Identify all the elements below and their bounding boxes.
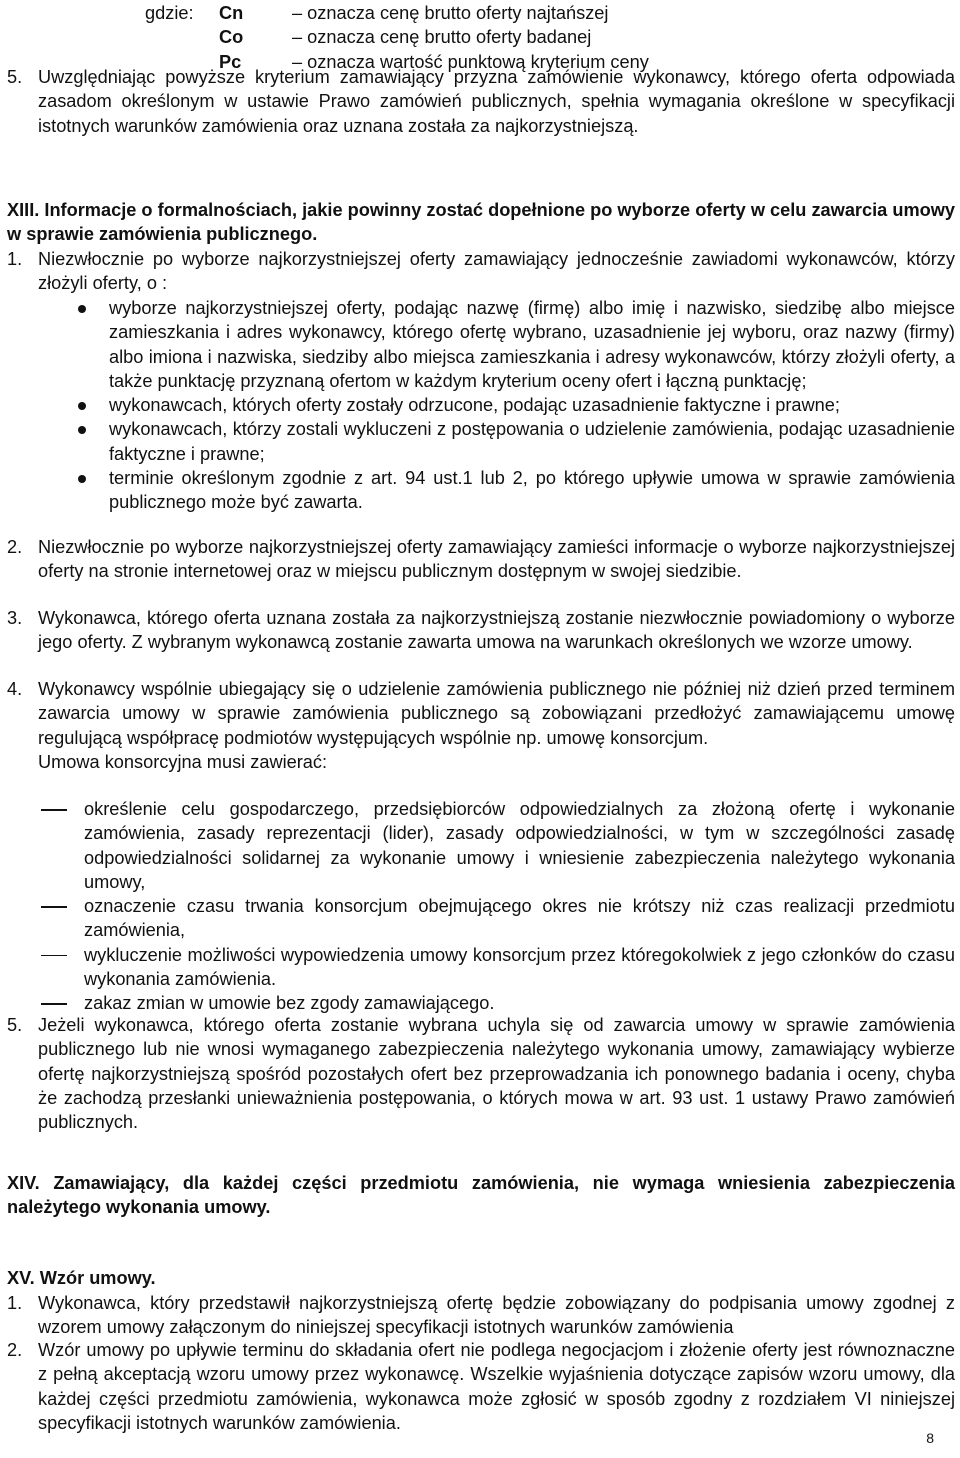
dash-icon — [41, 809, 67, 811]
paragraph-number: 5. — [7, 1015, 23, 1035]
consortium-dash-list — [7, 797, 955, 1016]
dash-icon — [41, 1003, 67, 1005]
formula-definitions — [7, 1, 955, 74]
bullet-icon — [78, 475, 86, 483]
definition-row — [219, 1, 649, 25]
list-item-text: określenie celu gospodarczego, przedsiębiorców odpowiedzialnych za złożoną ofertę i wykonanie zamówienia, zasady reprezentacji (lider), zasady odpowiedzialności, w tym w szczególności zasadę odpowiedzialności solidarnej za wykonanie umowy i wniesienie zabezpieczenia należytego wykonania umowy, — [84, 799, 955, 892]
section-xv-paragraph-1 — [7, 1291, 955, 1340]
list-item — [7, 797, 955, 894]
paragraph-number: 4. — [7, 679, 23, 699]
bullet-icon — [78, 426, 86, 434]
paragraph-number: 2. — [7, 537, 23, 557]
paragraph-text: Jeżeli wykonawca, którego oferta zostanie wybrana uchyla się od zawarcia umowy w sprawie zamówienia publicznego lub nie wnosi wymaganego zabezpieczenia należytego wykonania umowy, zamawiający wybierze ofertę najkorzystniejszą spośród pozostałych ofert bez przeprowadzania ich ponownego badania i oceny, chyba że zachodzą przesłanki unieważnienia postępowania, o których mowa w art. 93 ust. 1 ustawy Prawo zamówień publicznych. — [38, 1015, 955, 1133]
definitions-intro: gdzie: — [145, 3, 194, 23]
list-item — [7, 393, 955, 417]
paragraph-text: Niezwłocznie po wyborze najkorzystniejszej oferty zamawiający jednocześnie zawiadomi wykonawców, którzy złożyli oferty, o : — [38, 249, 955, 294]
dash-icon — [41, 906, 67, 908]
section-xiii-paragraph-5 — [7, 1013, 955, 1134]
section-xiii-paragraph-4 — [7, 677, 955, 774]
list-item-text: oznaczenie czasu trwania konsorcjum obejmującego okres nie krótszy niż czas realizacji przedmiotu zamówienia, — [84, 896, 955, 941]
notification-bullet-list — [7, 296, 955, 515]
paragraph-number: 5. — [7, 67, 23, 87]
paragraph-number: 2. — [7, 1340, 23, 1360]
dash-icon — [41, 955, 67, 957]
paragraph-number: 1. — [7, 1293, 23, 1313]
paragraph-5-evaluation — [7, 65, 955, 138]
paragraph-number: 3. — [7, 608, 23, 628]
paragraph-text: Wzór umowy po upływie terminu do składania ofert nie podlega negocjacjom i złożenie oferty jest równoznaczne z pełną akceptacją wzoru umowy przez wykonawcę. Wszelkie wyjaśnienia dotyczące zapisów wzoru umowy, dla każdej części przedmiotu zamówienia, wykonawca może zgłosić w sposób zgodny z rozdziałem VI niniejszej specyfikacji istotnych warunków zamówienia. — [38, 1340, 955, 1433]
list-item — [7, 296, 955, 393]
paragraph-text: Uwzględniając powyższe kryterium zamawiający przyzna zamówienie wykonawcy, którego oferta odpowiada zasadom określonym w ustawie Prawo zamówień publicznych, spełnia wymagania określone w specyfikacji istotnych warunków zamówienia oraz uznana została za najkorzystniejszą. — [38, 67, 955, 136]
section-xiii-paragraph-3 — [7, 606, 955, 655]
section-xiii-paragraph-2 — [7, 535, 955, 584]
paragraph-text: Niezwłocznie po wyborze najkorzystniejszej oferty zamawiający zamieści informacje o wyborze najkorzystniejszej oferty na stronie internetowej oraz w miejscu publicznym dostępnym w swojej siedzibie. — [38, 537, 955, 582]
list-item — [7, 417, 955, 466]
section-xiii-paragraph-1 — [7, 247, 955, 296]
list-item — [7, 943, 955, 992]
list-item — [7, 894, 955, 943]
section-xv-paragraph-2 — [7, 1338, 955, 1435]
section-xv-heading: XV. Wzór umowy. — [7, 1268, 156, 1288]
list-item-text: zakaz zmian w umowie bez zgody zamawiającego. — [84, 993, 495, 1014]
consortium-intro: Umowa konsorcyjna musi zawierać: — [38, 751, 328, 772]
list-item-text: wyborze najkorzystniejszej oferty, podając nazwę (firmę) albo imię i nazwisko, siedzibę albo miejsce zamieszkania i adres wykonawcy, którego ofertę wybrano, uzasadnienie jej wyboru, oraz nazwy (firmy) albo imiona i nazwiska, siedziby albo miejsca zamieszkania i adresy wykonawców, którzy złożyli oferty, a także punktację przyznaną ofertom w każdym kryterium oceny ofert i łączną punktację; — [109, 298, 955, 391]
paragraph-text: Wykonawca, który przedstawił najkorzystniejszą ofertę będzie zobowiązany do podpisania umowy zgodnej z wzorem umowy załączonym do niniejszej specyfikacji istotnych warunków zamówienia — [38, 1293, 955, 1338]
bullet-icon — [78, 305, 86, 313]
definition-text: – oznacza cenę brutto oferty badanej — [292, 27, 592, 48]
definition-text: – oznacza cenę brutto oferty najtańszej — [292, 3, 609, 23]
paragraph-text: Wykonawca, którego oferta uznana została za najkorzystniejszą zostanie niezwłocznie powiadomiony o wyborze jego oferty. Z wybranym wykonawcą zostanie zawarta umowa na warunkach określonych we wzorze umowy. — [38, 608, 955, 653]
definition-symbol: Cn — [219, 3, 244, 23]
paragraph-text: Wykonawcy wspólnie ubiegający się o udzielenie zamówienia publicznego nie później niż dzień przed terminem zawarcia umowy w sprawie zamówienia publicznego są zobowiązani przedłożyć zamawiającemu umowę regulującą współpracę podmiotów występujących wspólnie np. umowę konsorcjum. — [38, 679, 955, 748]
definition-row — [219, 25, 649, 49]
definition-text: – oznacza wartość punktową kryterium ceny — [292, 51, 649, 72]
list-item — [7, 466, 955, 515]
bullet-icon — [78, 402, 86, 410]
list-item-text: terminie określonym zgodnie z art. 94 ust.1 lub 2, po którego upływie umowa w sprawie zamówienia publicznego może być zawarta. — [109, 468, 955, 513]
page-number: 8 — [926, 1430, 934, 1446]
paragraph-number: 1. — [7, 249, 23, 269]
section-xiii-heading: XIII. Informacje o formalnościach, jakie powinny zostać dopełnione po wyborze oferty w celu zawarcia umowy w sprawie zamówienia publicznego. — [7, 200, 955, 245]
definition-symbol: Pc — [219, 51, 242, 72]
list-item-text: wykonawcach, którzy zostali wykluczeni z postępowania o udzielenie zamówienia, podając uzasadnienie faktyczne i prawne; — [109, 419, 955, 464]
section-xiv-heading: XIV. Zamawiający, dla każdej części przedmiotu zamówienia, nie wymaga wniesienia zabezpieczenia należytego wykonania umowy. — [7, 1173, 955, 1218]
list-item-text: wykonawcach, których oferty zostały odrzucone, podając uzasadnienie faktyczne i prawne; — [109, 395, 840, 416]
list-item-text: wykluczenie możliwości wypowiedzenia umowy konsorcjum przez któregokolwiek z jego członków do czasu wykonania zamówienia. — [84, 944, 955, 990]
definition-symbol: Co — [219, 27, 244, 48]
